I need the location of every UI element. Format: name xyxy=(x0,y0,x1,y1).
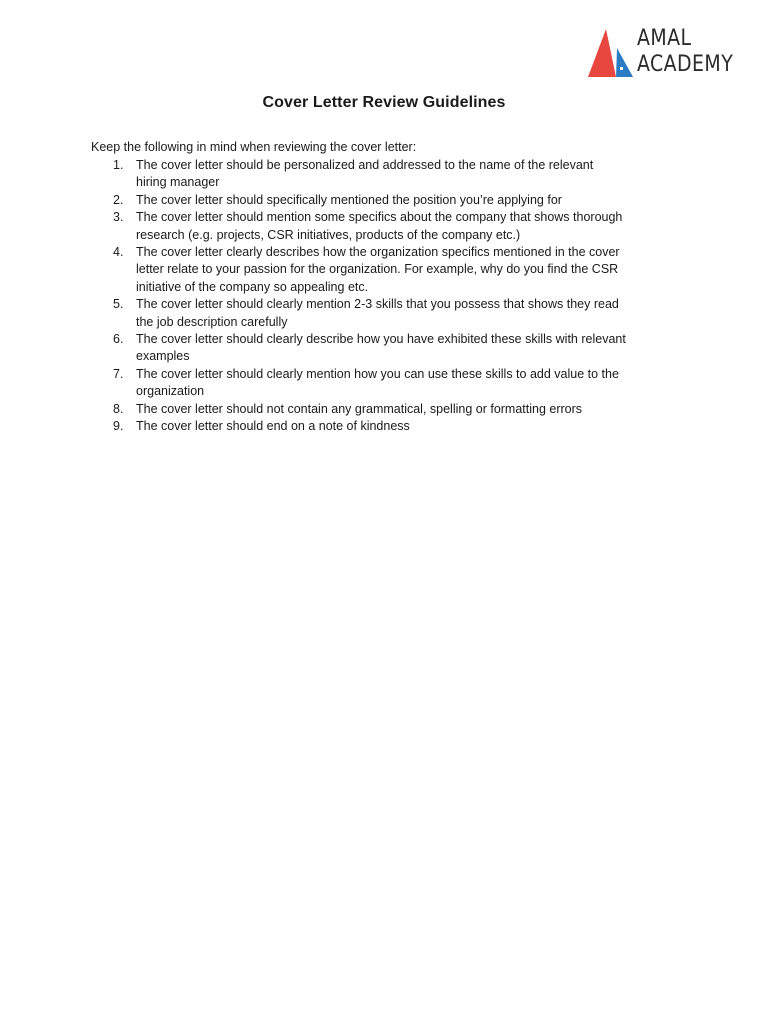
guideline-item xyxy=(91,244,691,296)
guideline-item xyxy=(91,192,691,209)
guideline-text-line: initiative of the company so appealing etc. xyxy=(136,279,369,294)
guideline-number: 9. xyxy=(113,419,124,434)
document-title: Cover Letter Review Guidelines xyxy=(262,94,506,111)
guideline-text-line: The cover letter should be personalized and addressed to the name of the relevant xyxy=(136,158,594,172)
guideline-number: 3. xyxy=(113,210,124,225)
guideline-item xyxy=(91,401,691,418)
amal-academy-logo xyxy=(588,26,738,81)
guideline-text-line: The cover letter should clearly mention 2-3 skills that you possess that shows they read xyxy=(136,297,619,312)
logo-wordmark xyxy=(637,26,733,78)
guideline-text-line: The cover letter should not contain any grammatical, spelling or formatting errors xyxy=(136,401,583,416)
guidelines-list xyxy=(91,157,691,436)
logo-triangle-icon xyxy=(588,29,634,78)
guideline-item xyxy=(91,331,691,366)
logo-line-2: ACADEMY xyxy=(637,52,734,77)
guideline-number: 5. xyxy=(113,297,124,312)
guideline-text-line: letter relate to your passion for the organization. For example, why do you find the CSR xyxy=(136,262,619,277)
guideline-number: 2. xyxy=(113,192,124,207)
guideline-item xyxy=(91,418,691,435)
guideline-text-line: The cover letter should specifically mentioned the position you’re applying for xyxy=(136,192,562,207)
guideline-item xyxy=(91,296,691,331)
guideline-text-line: The cover letter clearly describes how the organization specifics mentioned in the cover xyxy=(136,245,620,260)
guideline-number: 6. xyxy=(113,332,124,347)
guideline-item xyxy=(91,157,691,192)
guideline-text-line: examples xyxy=(136,349,190,364)
guideline-number: 8. xyxy=(113,401,124,416)
guideline-text-line: the job description carefully xyxy=(136,314,288,329)
guideline-number: 7. xyxy=(113,366,124,381)
guideline-text-line: organization xyxy=(136,384,205,399)
guideline-number: 1. xyxy=(113,158,124,172)
intro-text: Keep the following in mind when reviewing the cover letter: xyxy=(91,140,417,154)
guideline-text-line: The cover letter should clearly describe how you have exhibited these skills with relevant xyxy=(136,332,626,347)
guideline-text-line: research (e.g. projects, CSR initiatives, products of the company etc.) xyxy=(136,227,521,242)
guideline-text-line: hiring manager xyxy=(136,175,220,190)
guideline-number: 4. xyxy=(113,245,124,260)
guideline-item xyxy=(91,366,691,401)
guideline-text-line: The cover letter should end on a note of kindness xyxy=(136,419,410,434)
logo-line-1: AMAL xyxy=(637,26,692,51)
guideline-item xyxy=(91,209,691,244)
guideline-text-line: The cover letter should clearly mention how you can use these skills to add value to the xyxy=(136,366,619,381)
guideline-text-line: The cover letter should mention some specifics about the company that shows thorough xyxy=(136,210,623,225)
